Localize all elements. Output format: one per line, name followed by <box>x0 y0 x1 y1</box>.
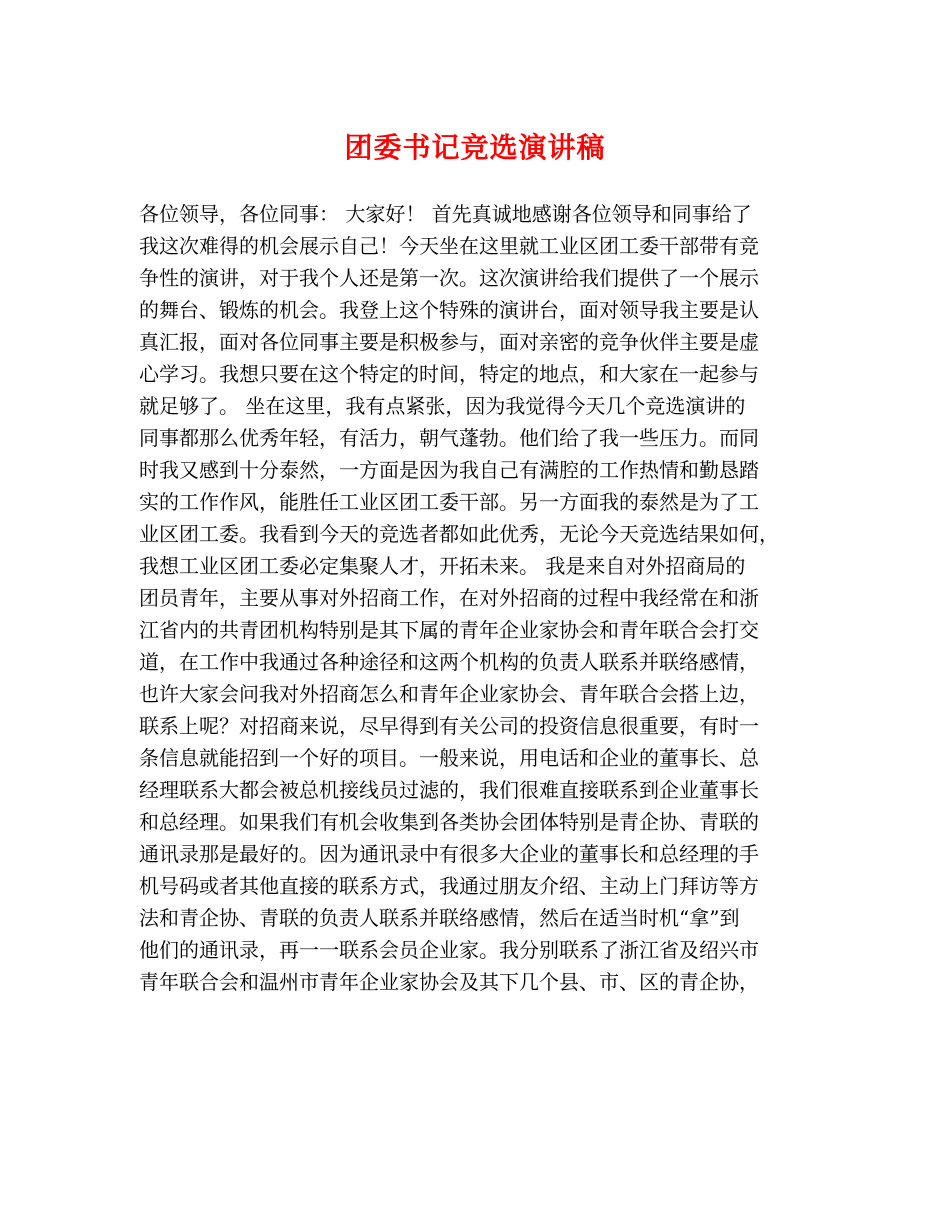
body-line: 我这次难得的机会展示自己！今天坐在这里就工业区团工委干部带有竞 <box>139 234 759 258</box>
body-line: 争性的演讲，对于我个人还是第一次。这次演讲给我们提供了一个展示 <box>139 266 759 290</box>
body-line: 机号码或者其他直接的联系方式，我通过朋友介绍、主动上门拜访等方 <box>139 874 759 898</box>
body-line: 时我又感到十分泰然，一方面是因为我自己有满腔的工作热情和勤恳踏 <box>139 458 759 482</box>
body-line: 条信息就能招到一个好的项目。一般来说，用电话和企业的董事长、总 <box>139 746 759 770</box>
document-title: 团委书记竞选演讲稿 <box>344 131 606 164</box>
body-line: 他们的通讯录，再一一联系会员企业家。我分别联系了浙江省及绍兴市 <box>139 938 759 962</box>
body-line: 团员青年，主要从事对外招商工作，在对外招商的过程中我经常在和浙 <box>139 586 759 610</box>
body-line: 就足够了。 坐在这里，我有点紧张，因为我觉得今天几个竞选演讲的 <box>139 394 746 418</box>
body-line: 通讯录那是最好的。因为通讯录中有很多大企业的董事长和总经理的手 <box>139 842 759 866</box>
body-line: 经理联系大都会被总机接线员过滤的，我们很难直接联系到企业董事长 <box>139 778 759 802</box>
body-line: 江省内的共青团机构特别是其下属的青年企业家协会和青年联合会打交 <box>139 618 759 642</box>
body-line: 我想工业区团工委必定集聚人才，开拓未来。 我是来自对外招商局的 <box>139 554 746 578</box>
body-line: 和总经理。如果我们有机会收集到各类协会团体特别是青企协、青联的 <box>139 810 759 834</box>
body-line: 联系上呢？对招商来说，尽早得到有关公司的投资信息很重要，有时一 <box>139 714 759 738</box>
body-line: 青年联合会和温州市青年企业家协会及其下几个县、市、区的青企协， <box>139 970 759 994</box>
body-line: 的舞台、锻炼的机会。我登上这个特殊的演讲台，面对领导我主要是认 <box>139 298 759 322</box>
body-line: 同事都那么优秀年轻，有活力，朝气蓬勃。他们给了我一些压力。而同 <box>139 426 759 450</box>
body-line: 各位领导，各位同事： 大家好！ 首先真诚地感谢各位领导和同事给了 <box>139 202 752 226</box>
body-line: 实的工作作风，能胜任工业区团工委干部。另一方面我的泰然是为了工 <box>139 490 759 514</box>
body-line: 心学习。我想只要在这个特定的时间，特定的地点，和大家在一起参与 <box>139 362 759 386</box>
body-line: 业区团工委。我看到今天的竞选者都如此优秀，无论今天竞选结果如何， <box>139 522 779 546</box>
body-line: 真汇报，面对各位同事主要是积极参与，面对亲密的竞争伙伴主要是虚 <box>139 330 759 354</box>
body-line: 法和青企协、青联的负责人联系并联络感情，然后在适当时机“拿”到 <box>139 906 740 930</box>
body-line: 也许大家会问我对外招商怎么和青年企业家协会、青年联合会搭上边， <box>139 682 759 706</box>
body-line: 道，在工作中我通过各种途径和这两个机构的负责人联系并联络感情， <box>139 650 759 674</box>
document-body <box>139 198 829 998</box>
